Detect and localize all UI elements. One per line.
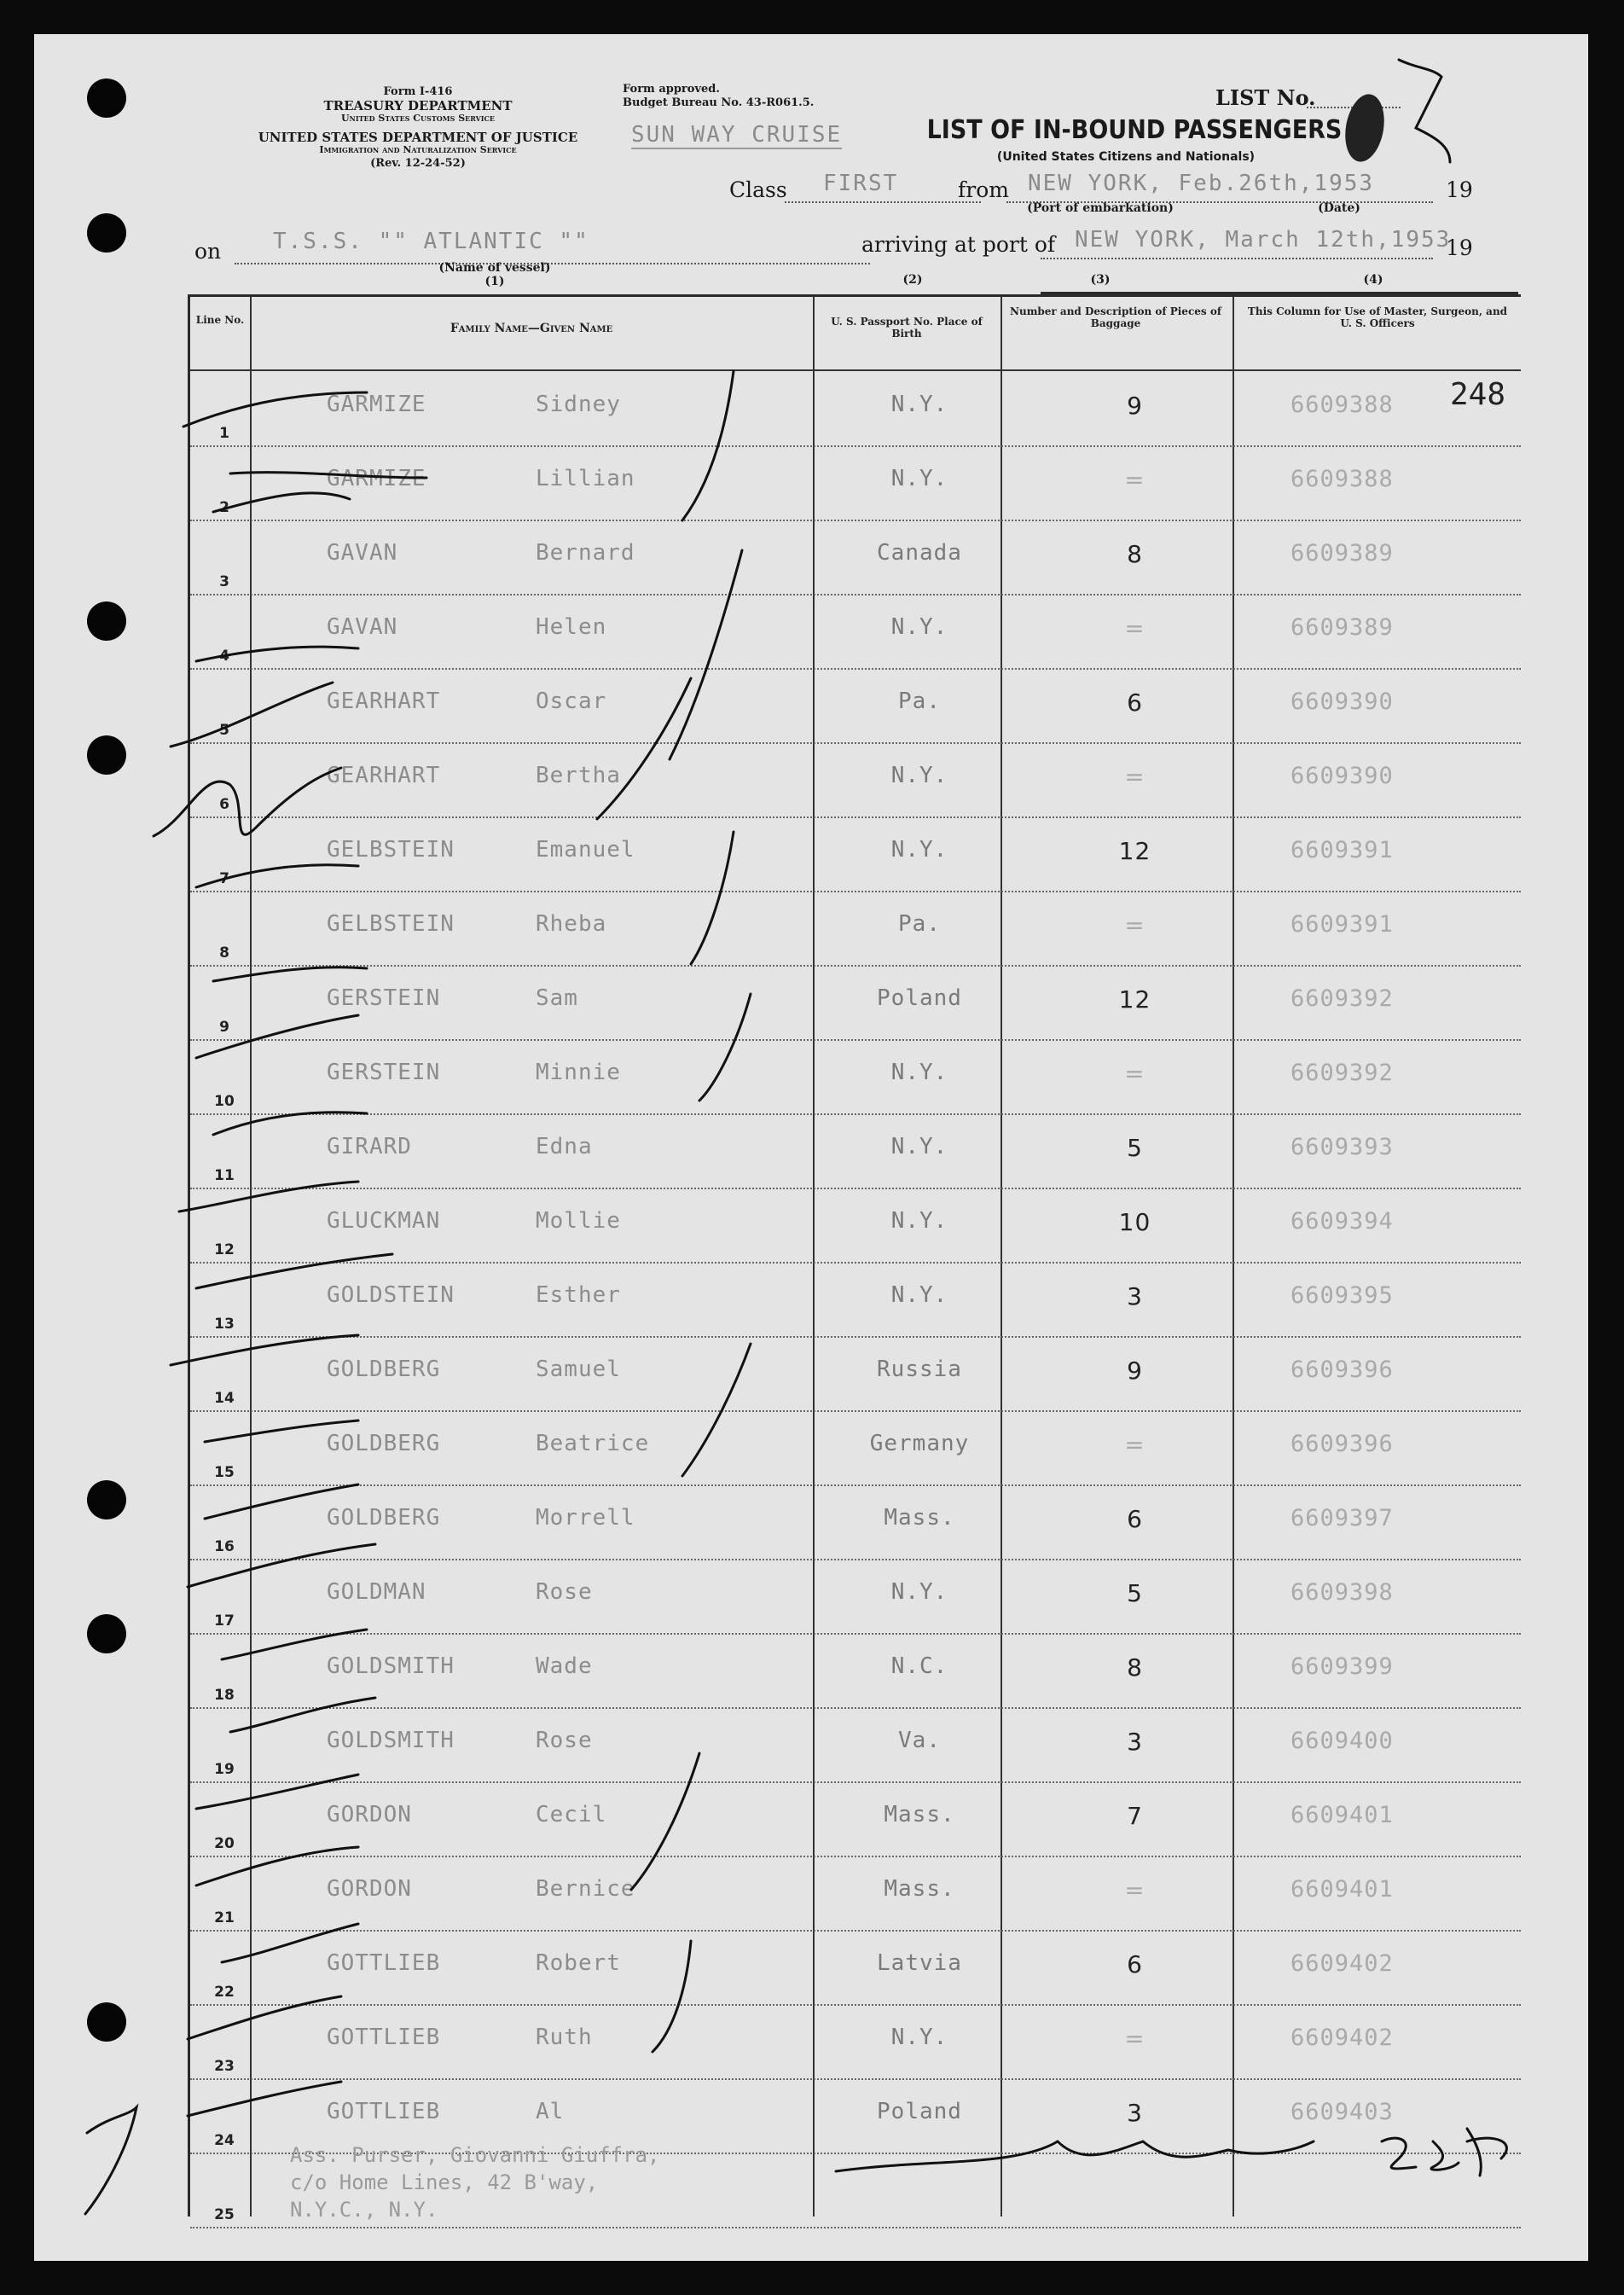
family-name: GOLDBERG [327, 1505, 441, 1531]
family-name: GORDON [327, 1802, 412, 1827]
place-of-birth: Mass. [884, 1802, 955, 1827]
place-of-birth: Mass. [884, 1876, 955, 1902]
place-of-birth: N.Y. [890, 392, 948, 417]
family-name: GOTTLIEB [327, 2099, 441, 2124]
year-label-2: 19 [1446, 235, 1473, 260]
officer-number: 6609401 [1290, 1802, 1394, 1828]
list-no-label: LIST No. [1215, 85, 1316, 110]
given-name: Bernice [536, 1876, 635, 1902]
baggage-count: = [1124, 911, 1146, 939]
officer-number: 6609393 [1290, 1134, 1394, 1160]
given-name: Edna [536, 1134, 593, 1159]
baggage-count: 3 [1127, 1728, 1143, 1756]
family-name: GOLDBERG [327, 1357, 441, 1382]
handwritten-marks [34, 34, 1588, 2261]
family-name: GOLDSMITH [327, 1728, 455, 1753]
family-name: GOTTLIEB [327, 2025, 441, 2050]
given-name: Wade [536, 1653, 593, 1679]
given-name: Rose [536, 1579, 593, 1605]
place-of-birth: N.Y. [890, 837, 948, 863]
col1-num: (1) [484, 275, 505, 288]
line-number: 12 [214, 1241, 235, 1258]
baggage-count: = [1124, 614, 1146, 642]
baggage-count: 6 [1127, 1950, 1143, 1978]
place-of-birth: Pa. [898, 911, 941, 937]
from-label: from [958, 177, 1009, 202]
class-value: FIRST [823, 171, 899, 196]
place-of-birth: N.Y. [890, 614, 948, 640]
baggage-count: = [1124, 466, 1146, 494]
port-caption: (Port of embarkation) [1027, 201, 1174, 215]
given-name: Helen [536, 614, 607, 640]
col3-num: (3) [1090, 273, 1111, 287]
family-name: GELBSTEIN [327, 837, 455, 863]
officer-number: 6609392 [1290, 1060, 1394, 1086]
officer-number: 6609397 [1290, 1505, 1394, 1531]
place-of-birth: N.Y. [890, 2025, 948, 2050]
treasury-dept: TREASURY DEPARTMENT [323, 98, 513, 113]
line-number: 3 [219, 573, 229, 590]
baggage-count: 12 [1118, 985, 1151, 1014]
line-number: 2 [219, 499, 229, 516]
page-number: 248 [1450, 377, 1506, 412]
col-baggage: Number and Description of Pieces of Baggage [1010, 305, 1221, 329]
place-of-birth: Pa. [898, 688, 941, 714]
place-of-birth: Va. [898, 1728, 941, 1753]
given-name: Al [536, 2099, 565, 2124]
line-number: 23 [214, 2058, 235, 2075]
col4-num: (4) [1363, 273, 1383, 287]
given-name: Bernard [536, 540, 635, 566]
family-name: GERSTEIN [327, 985, 441, 1011]
officer-number: 6609392 [1290, 985, 1394, 1012]
purser-address: Ass. Purser, Giovanni Giuffra, c/o Home Lines, 42 B'way, N.Y.C., N.Y. [290, 2143, 660, 2222]
line-number: 4 [219, 648, 229, 665]
justice-dept: UNITED STATES DEPARTMENT OF JUSTICE [258, 130, 578, 145]
baggage-count: 8 [1127, 540, 1143, 568]
officer-number: 6609401 [1290, 1876, 1394, 1903]
given-name: Cecil [536, 1802, 607, 1827]
place-of-birth: N.Y. [890, 1208, 948, 1234]
baggage-count: 10 [1118, 1208, 1151, 1236]
date-caption: (Date) [1318, 201, 1360, 215]
officer-number: 6609398 [1290, 1579, 1394, 1606]
approval-2: Budget Bureau No. 43-R061.5. [623, 96, 815, 109]
place-of-birth: Germany [869, 1431, 970, 1456]
ins-service: Immigration and Naturalization Service [319, 144, 517, 155]
given-name: Rheba [536, 911, 607, 937]
baggage-count: 6 [1127, 688, 1143, 717]
line-number: 1 [219, 425, 229, 442]
family-name: GAVAN [327, 540, 398, 566]
place-of-birth: N.Y. [890, 466, 948, 491]
arriving-value: NEW YORK, March 12th,1953 [1075, 227, 1452, 253]
line-number: 25 [214, 2206, 235, 2223]
form-subtitle: (United States Citizens and Nationals) [996, 150, 1256, 164]
line-number: 18 [214, 1687, 235, 1704]
family-name: GELBSTEIN [327, 911, 455, 937]
cruise-stamp: SUN WAY CRUISE [631, 122, 843, 148]
col-name: Family Name—Given Name [450, 322, 613, 335]
col-passport: U. S. Passport No. Place of Birth [831, 316, 983, 340]
line-number: 19 [214, 1761, 235, 1778]
place-of-birth: Poland [877, 2099, 962, 2124]
given-name: Bertha [536, 763, 621, 788]
line-number: 16 [214, 1538, 235, 1555]
form-number: Form I-416 [383, 85, 453, 98]
officer-number: 6609396 [1290, 1431, 1394, 1457]
officer-number: 6609394 [1290, 1208, 1394, 1235]
given-name: Lillian [536, 466, 635, 491]
place-of-birth: N.Y. [890, 1134, 948, 1159]
officer-number: 6609395 [1290, 1282, 1394, 1309]
given-name: Robert [536, 1950, 621, 1976]
given-name: Samuel [536, 1357, 621, 1382]
officer-number: 6609389 [1290, 540, 1394, 566]
baggage-count: = [1124, 1060, 1146, 1088]
col-officers: This Column for Use of Master, Surgeon, and U. S. Officers [1247, 305, 1508, 329]
vessel-value: T.S.S. "" ATLANTIC "" [273, 229, 589, 254]
officer-number: 6609400 [1290, 1728, 1394, 1754]
line-number: 6 [219, 796, 229, 813]
given-name: Minnie [536, 1060, 621, 1085]
baggage-count: = [1124, 2025, 1146, 2053]
officer-number: 6609391 [1290, 911, 1394, 938]
manifest-page [34, 34, 1588, 2261]
officer-number: 6609391 [1290, 837, 1394, 863]
officer-number: 6609402 [1290, 2025, 1394, 2051]
class-label: Class [729, 177, 787, 202]
given-name: Esther [536, 1282, 621, 1308]
family-name: GARMIZE [327, 392, 426, 417]
baggage-count: = [1124, 763, 1146, 791]
baggage-count: = [1124, 1431, 1146, 1459]
place-of-birth: N.Y. [890, 1579, 948, 1605]
year-label: 19 [1446, 177, 1473, 202]
line-number: 7 [219, 870, 229, 887]
given-name: Emanuel [536, 837, 635, 863]
officer-number: 6609390 [1290, 688, 1394, 715]
line-number: 14 [214, 1390, 235, 1407]
line-number: 10 [214, 1093, 235, 1110]
family-name: GERSTEIN [327, 1060, 441, 1085]
baggage-count: 5 [1127, 1579, 1143, 1607]
family-name: GOLDSMITH [327, 1653, 455, 1679]
form-title: LIST OF IN-BOUND PASSENGERS [926, 115, 1343, 145]
line-number: 15 [214, 1464, 235, 1481]
place-of-birth: N.Y. [890, 1060, 948, 1085]
approval-1: Form approved. [623, 83, 720, 96]
line-number: 13 [214, 1316, 235, 1333]
officer-number: 6609399 [1290, 1653, 1394, 1680]
place-of-birth: N.C. [890, 1653, 948, 1679]
line-number: 24 [214, 2132, 235, 2149]
given-name: Mollie [536, 1208, 621, 1234]
vessel-caption: (Name of vessel) [438, 261, 551, 275]
family-name: GOLDBERG [327, 1431, 441, 1456]
given-name: Oscar [536, 688, 607, 714]
place-of-birth: Russia [877, 1357, 962, 1382]
given-name: Beatrice [536, 1431, 650, 1456]
family-name: GOTTLIEB [327, 1950, 441, 1976]
col2-num: (2) [902, 273, 923, 287]
given-name: Sam [536, 985, 578, 1011]
baggage-count: 9 [1127, 1357, 1143, 1385]
officer-number: 6609403 [1290, 2099, 1394, 2125]
line-number: 21 [214, 1909, 235, 1926]
officer-number: 6609402 [1290, 1950, 1394, 1977]
officer-number: 6609388 [1290, 392, 1394, 418]
line-number: 5 [219, 722, 229, 739]
baggage-count: 5 [1127, 1134, 1143, 1162]
given-name: Ruth [536, 2025, 593, 2050]
on-label: on [194, 239, 222, 264]
family-name: GORDON [327, 1876, 412, 1902]
line-number: 11 [214, 1167, 235, 1184]
given-name: Sidney [536, 392, 621, 417]
officer-number: 6609388 [1290, 466, 1394, 492]
baggage-count: 6 [1127, 1505, 1143, 1533]
officer-number: 6609390 [1290, 763, 1394, 789]
place-of-birth: Canada [877, 540, 962, 566]
officer-number: 6609396 [1290, 1357, 1394, 1383]
family-name: GLUCKMAN [327, 1208, 441, 1234]
family-name: GARMIZE [327, 466, 426, 491]
place-of-birth: Latvia [877, 1950, 962, 1976]
line-number: 17 [214, 1612, 235, 1630]
line-number: 8 [219, 944, 229, 962]
family-name: GAVAN [327, 614, 398, 640]
baggage-count: 3 [1127, 2099, 1143, 2127]
officer-number: 6609389 [1290, 614, 1394, 641]
line-number: 9 [219, 1019, 229, 1036]
given-name: Rose [536, 1728, 593, 1753]
baggage-count: 7 [1127, 1802, 1143, 1830]
line-number: 22 [214, 1984, 235, 2001]
baggage-count: 3 [1127, 1282, 1143, 1310]
family-name: GOLDMAN [327, 1579, 426, 1605]
place-of-birth: Poland [877, 985, 962, 1011]
line-number: 20 [214, 1835, 235, 1852]
from-value: NEW YORK, Feb.26th,1953 [1028, 171, 1375, 196]
family-name: GOLDSTEIN [327, 1282, 455, 1308]
family-name: GEARHART [327, 688, 441, 714]
place-of-birth: N.Y. [890, 763, 948, 788]
family-name: GEARHART [327, 763, 441, 788]
revision: (Rev. 12-24-52) [370, 157, 466, 170]
baggage-count: 8 [1127, 1653, 1143, 1682]
given-name: Morrell [536, 1505, 635, 1531]
place-of-birth: N.Y. [890, 1282, 948, 1308]
baggage-count: = [1124, 1876, 1146, 1904]
place-of-birth: Mass. [884, 1505, 955, 1531]
customs-service: United States Customs Service [340, 113, 496, 124]
baggage-count: 9 [1127, 392, 1143, 420]
arriving-label: arriving at port of [861, 232, 1056, 257]
col-line-no: Line No. [195, 314, 245, 326]
baggage-count: 12 [1118, 837, 1151, 865]
family-name: GIRARD [327, 1134, 412, 1159]
